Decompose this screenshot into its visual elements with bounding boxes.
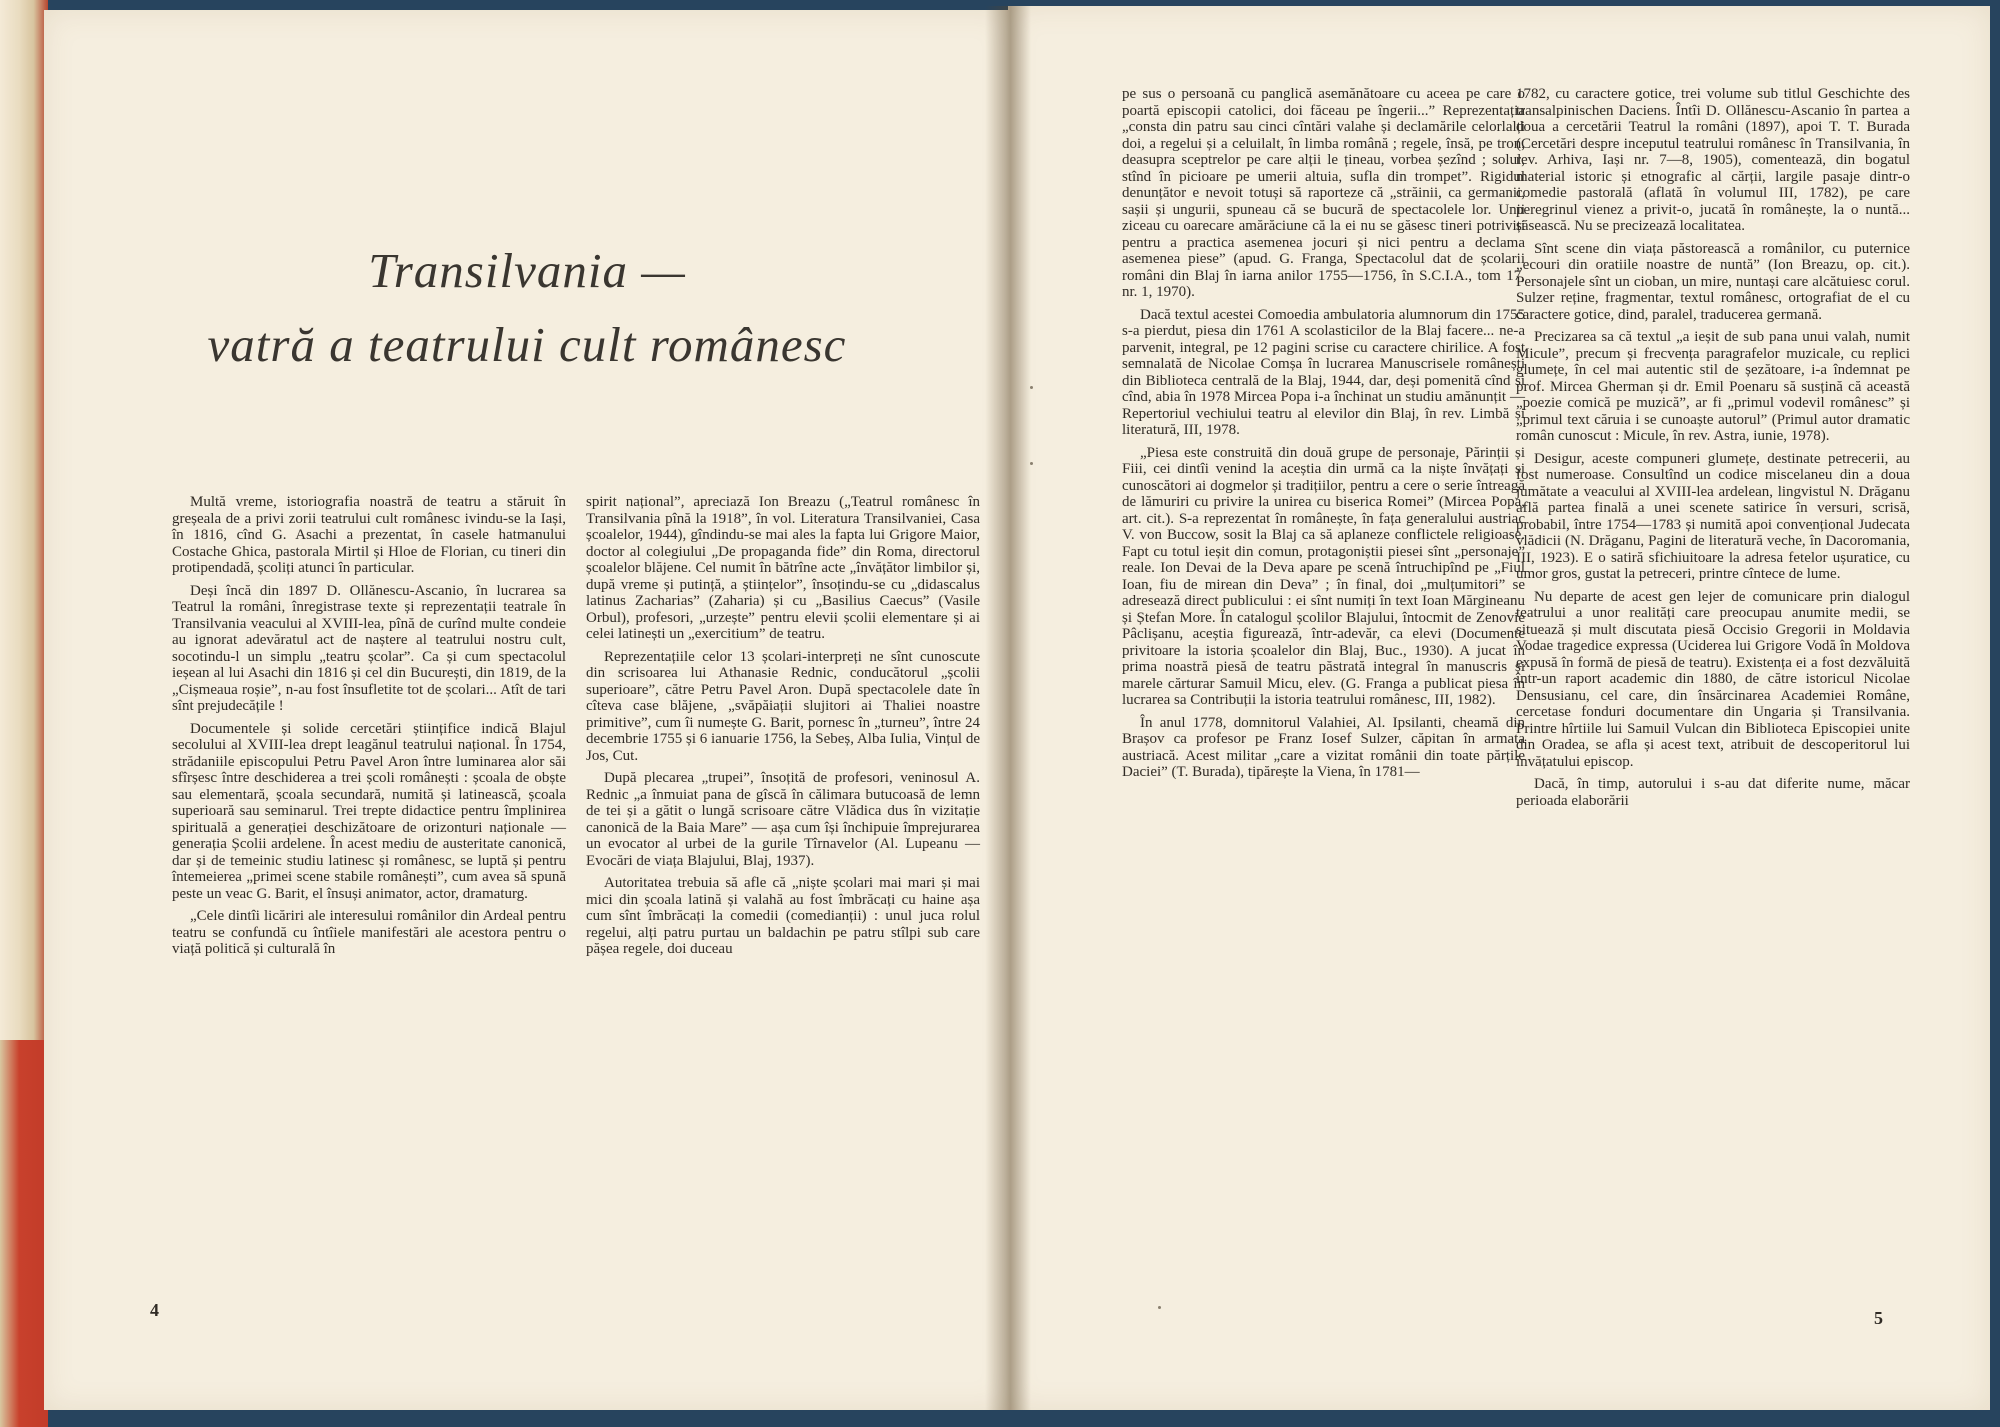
right-page [1008,6,1990,1410]
paragraph: Sînt scene din viața păstorească a românilor, cu puternice „ecouri din oratiile noastre de nuntă” (Ion Breazu, op. cit.). Personajele sînt un cioban, un mire, nuntași care alcătuiesc corul. Sulzer reține, fragmentar, textul românesc, ortografiat de el cu caractere gotice, dind, paralel, traducerea germană. [1516,240,1910,323]
paragraph: Nu departe de acest gen lejer de comunicare prin dialogul teatrului a unor realități care preocupau anumite medii, se situează și mult discutata piesă Occisio Gregorii in Moldavia Vodae tragedice expressa (Uciderea lui Grigore Vodă în Moldova expusă în formă de piesă de teatru). Existența ei a fost dezvăluită într-un raport academic din 1880, de către istoricul Nicolae Densusianu, cel care, din însărcinarea Academiei Române, cercetase fonduri documentare din Ungaria și Transilvania. Printre hîrtiile lui Samuil Vulcan din Biblioteca Episcopiei unite din Oradea, se afla și acest text, atribuit de descoperitorul lui învățatului episcop. [1516,588,1910,770]
paragraph: Documentele și solide cercetări științifice indică Blajul secolului al XVIII-lea drept leagănul teatrului național. În 1754, strădaniile episcopului Petru Pavel Aron între luminarea alor săi sfîrșesc între deschiderea a trei școli românești : școala de obște sau elementară, școala secundară, numită și latinească, școala superioară sau seminarul. Trei trepte didactice pentru împlinirea spirituală a generației deschizătoare de orizonturi naționale — generația Școlii ardelene. În acest mediu de austeritate canonică, dar și de temeinic studiu latinesc și românesc, se luptă și pentru întemeierea „primei scene stabile românești”, cum avea să spună peste un veac G. Barit, el însuși animator, actor, dramaturg. [172,720,566,902]
paragraph: pe sus o persoană cu panglică asemănătoare cu aceea pe care o poartă episcopii catolici, doi făceau pe îngerii...” Reprezentația „consta din patru sau cinci cîntări valahe și declamările celorlalți doi, a regelui și a celuilalt, în limba română ; regele, însă, pe tron, deasupra sceptrelor pe care alții le țineau, vorbea șezînd ; solul, stînd în picioare pe umerii altuia, sufla din trompet”. Rigidul denunțător e nevoit totuși să raporteze că „străinii, ca germanii, sașii și ungurii, spuneau că se bucură de spectacolele lor. Unii ziceau cu oarecare amărăciune că la ei nu se găsesc tineri potriviți pentru a practica asemenea jocuri și nici pentru a declama asemenea piese” (apud. G. Franga, Spectacolul dat de școlarii români din Blaj în iarna anilor 1755—1756, în S.C.I.A., tom 17, nr. 1, 1970). [1122,86,1525,300]
paragraph: „Cele dintîi licăriri ale interesului românilor din Ardeal pentru teatru se confundă cu întîiele manifestări ale acestora pentru o viață politică și culturală în [172,908,566,957]
left-page-column-1 [172,494,566,958]
paragraph: „Piesa este construită din două grupe de personaje, Părinții și Fiii, cei dintîi venind la aceștia din urmă ca la niște învățați și cunoscători ai dogmelor și tradițiilor, pentru a cere o serie întreagă de lămuriri cu privire la unirea cu biserica Romei” (Mircea Popa, art. cit.). S-a reprezentat în românește, în fața generalului austriac V. von Buccow, sosit la Blaj ca să aplaneze conflictele religioase. Fapt cu totul ieșit din comun, protagoniștii piesei sînt „personaje” reale. Ion Devai de la Deva apare pe scenă întruchipînd pe „Fiul Ioan, fiu de mirean din Deva” ; în final, doi „mulțumitori” se adresează direct publicului : ei sînt numiți în text Ioan Mărgineanu și Ștefan More. În catalogul școlilor Blajului, întocmit de Zenovie Pâclișanu, aceștia figurează, într-adevăr, ca elevi (Documente privitoare la istoria școalelor din Blaj, Buc., 1930). A jucat în prima noastră piesă de teatru păstrată integral în manuscris și marele cărturar Samuil Micu, elev. (G. Franga a publicat piesa în lucrarea sa Contribuții la istoria teatrului românesc, III, 1982). [1122,444,1525,708]
paragraph: După plecarea „trupei”, însoțită de profesori, veninosul A. Rednic „a înmuiat pana de gîscă în călimara butucoasă de lemn de tei și a gătit o lungă scrisoare către Vlădica dus în vizitație canonică de la Baia Mare” — așa cum își închipuie împrejurarea un evocator al urbei de la gurile Tîrnavelor (Al. Lupeanu — Evocări de viața Blajului, Blaj, 1937). [586,770,980,869]
paragraph: Desigur, aceste compuneri glumețe, destinate petrecerii, au fost numeroase. Consultînd un codice miscelaneu din a doua jumătate a veacului al XVIII-lea ardelean, lingvistul N. Drăganu află partea finală a unei scenete satirice în versuri, scrisă, probabil, între 1754—1783 și numită apoi convențional Judecata vlădicii (N. Drăganu, Pagini de literatură veche, în Dacoromania, III, 1923). E o satiră sfichiuitoare la adresa fetelor ușuratice, cu umor gros, gustat la petreceri, printre cîntece de lume. [1516,450,1910,582]
paragraph: Dacă textul acestei Comoedia ambulatoria alumnorum din 1755 s-a pierdut, piesa din 1761 A scolasticilor de la Blaj facere... ne-a parvenit, integral, pe 12 pagini scrise cu caractere chirilice. A fost semnalată de Nicolae Comșa în lucrarea Manuscrisele românești din Biblioteca centrală de la Blaj, 1944, dar, deși pomenită cînd și cînd, abia în 1978 Mircea Popa i-a închinat un studiu amănunțit — Repertoriul vechiului teatru al elevilor din Blaj, în rev. Limbă și literatură, III, 1978. [1122,306,1525,438]
paragraph: 1782, cu caractere gotice, trei volume sub titlul Geschichte des transalpinischen Daciens. Întîi D. Ollănescu-Ascanio în partea a doua a cercetării Teatrul la români (1897), apoi T. T. Burada (Cercetări despre inceputul teatrului românesc în Transilvania, în rev. Arhiva, Iași nr. 7—8, 1905), comentează, din bogatul material istoric și etnografic al cărții, largile pasaje dintr-o comedie pastorală (aflată în volumul III, 1782), pe care peregrinul vienez a privit-o, jucată în românește, la o nuntă... săsească. Nu se precizează localitatea. [1516,86,1910,234]
paragraph: Deși încă din 1897 D. Ollănescu-Ascanio, în lucrarea sa Teatrul la români, înregistrase texte și reprezentații teatrale în Transilvania veacului al XVIII-lea, pînă de curînd multe condeie au ignorat adevăratul act de naștere al teatrului nostru cult, socotindu-l un simplu „teatru școlar”. Ca și cum spectacolul ieșean al lui Asachi din 1816 și cel din București, din 1819, de la „Cișmeaua roșie”, n-au fost însufletite tot de școlari... Atît de tari sînt prejudecățile ! [172,582,566,714]
page-number-right: 5 [1874,1308,1883,1328]
book-gutter [985,6,1031,1410]
left-page [44,10,1010,1410]
paragraph: Autoritatea trebuia să afle că „niște școlari mai mari și mai mici din școala latină și valahă au fost îmbrăcați cu haine așa cum sînt îmbrăcați la comedii (comedianții) : unul juca rolul regelui, alți patru purtau un baldachin pe patru stîlpi sub care pășea regele, doi duceau [586,875,980,957]
article-title-line2: vatră a teatrului cult românesc [207,317,847,372]
paragraph: Precizarea sa că textul „a ieșit de sub pana unui valah, numit Micule”, precum și frecvența paragrafelor muzicale, cu replici glumețe, în cel mai autentic stil de șezătoare, i-a îndemnat pe prof. Mircea Gherman și dr. Emil Poenaru să susțină că această „poezie comică pe muzică”, ar fi „primul vodevil românesc” și „primul text căruia i se cunoaște autorul” (Primul autor dramatic român cunoscut : Micule, în rev. Astra, iunie, 1978). [1516,329,1910,444]
paragraph: spirit național”, apreciază Ion Breazu („Teatrul românesc în Transilvania pînă la 1918”, în vol. Literatura Transilvaniei, Casa școalelor, 1944), gîndindu-se mai ales la fapta lui Grigore Maior, doctor al colegiului „De propaganda fide” din Roma, directorul școalelor blăjene. Cel numit în bătrîne acte „învățător limbilor și, după vreme și putință, a științelor”, însoțindu-se cu „didascalus latinus Zacharias” (Zaharia) și cu „Basilius Caecus” (Vasile Orbul), profesori, „urzește” pentru elevii școlii elementare și ai celei latinești un „exercitium” de teatru. [586,494,980,642]
article-title-line1: Transilvania — [368,243,686,298]
book-cover-edge [0,1040,48,1427]
paragraph: În anul 1778, domnitorul Valahiei, Al. Ipsilanti, cheamă din Brașov ca profesor pe Franz Iosef Sulzer, căpitan în armata austriacă. Acest militar „care a vizitat românii din toate părțile Daciei” (T. Burada), tipărește la Viena, în 1781— [1122,714,1525,780]
paragraph: Multă vreme, istoriografia noastră de teatru a stăruit în greșeala de a privi zorii teatrului cult românesc ivindu-se la Iași, în 1816, cînd G. Asachi a prezentat, în casele hatmanului Costache Ghica, pastorala Mirtil și Hloe de Florian, cu tineri din protipendadă, școliți atunci în particular. [172,494,566,576]
left-page-column-2 [586,494,980,958]
paragraph: Dacă, în timp, autorului i s-au dat diferite nume, măcar perioada elaborării [1516,776,1910,809]
right-page-column-1 [1122,86,1525,781]
margin-dot [1158,1306,1161,1309]
page-number-left: 4 [150,1300,159,1320]
paragraph: Reprezentațiile celor 13 școlari-interpreți ne sînt cunoscute din scrisoarea lui Athanasie Rednic, conducătorul „școlii superioare”, către Petru Pavel Aron. După spectacolele date în cîteva case blăjene, „svăpăiații slujitori ai Thaliei noastre primitive”, cum îi numește G. Barit, pornesc în „turneu”, între 24 decembrie 1755 și 6 ianuarie 1756, la Sebeș, Alba Iulia, Vințul de Jos, Cut. [586,648,980,764]
right-page-column-2 [1516,86,1910,809]
